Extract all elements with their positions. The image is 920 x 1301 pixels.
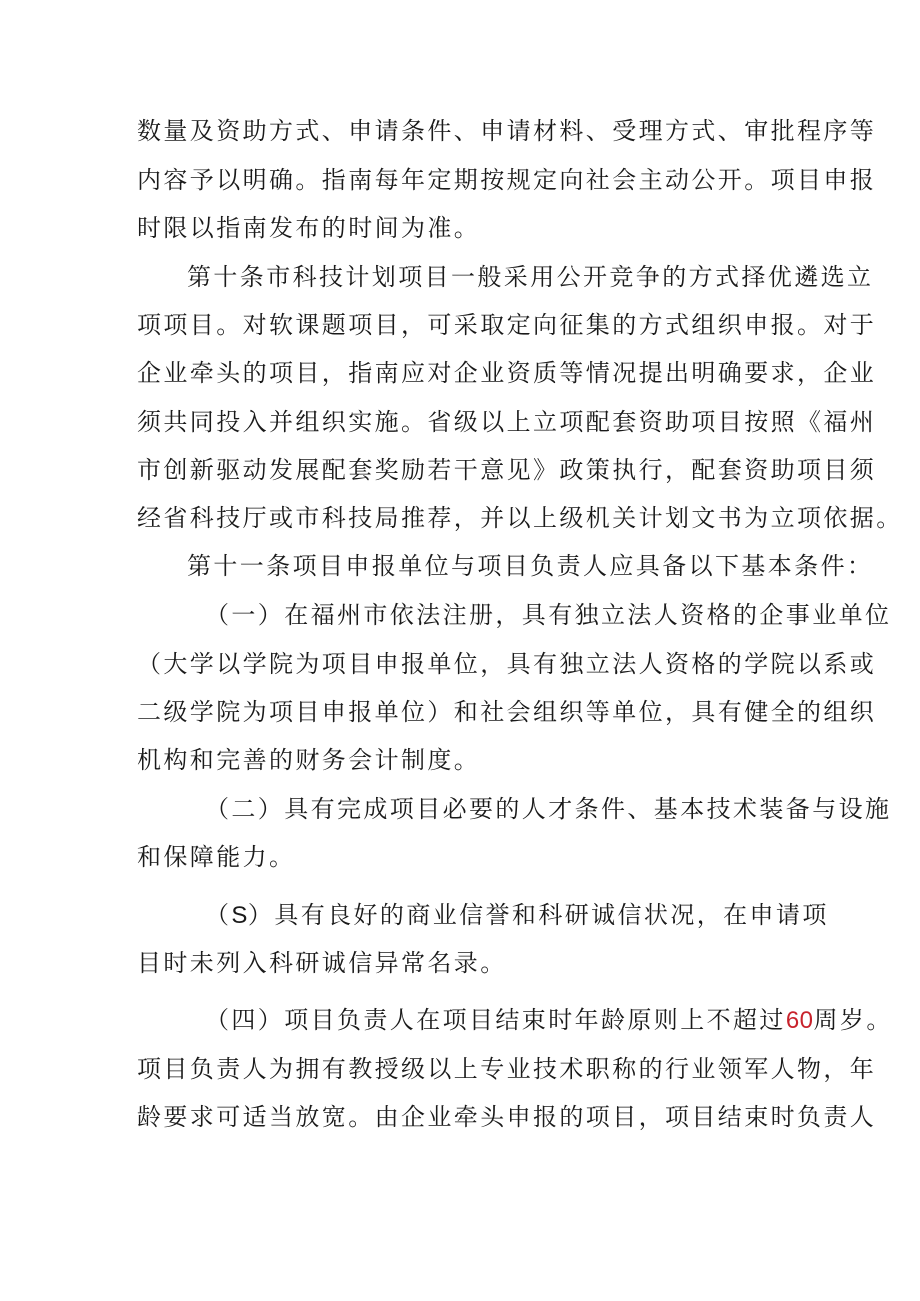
age-limit-value: 60 [785,1007,814,1034]
text-line: 企业牵头的项目，指南应对企业资质等情况提出明确要求，企业 [137,359,877,387]
text-line: 目时未列入科研诚信异常名录。 [137,949,507,977]
text-line: 龄要求可适当放宽。由企业牵头申报的项目，项目结束时负责人 [137,1103,877,1131]
text-line: 机构和完善的财务会计制度。 [137,746,481,774]
paragraph-article-11-start: 第十一条项目申报单位与项目负责人应具备以下基本条件： [187,552,874,580]
item-three-open-paren: （ [205,901,232,929]
text-line: 和保障能力。 [137,843,296,871]
text-line: 项项目。对软课题项目，可采取定向征集的方式组织申报。对于 [137,311,877,339]
item-four-text-after: 周岁。 [813,1006,893,1034]
text-line: 内容予以明确。指南每年定期按规定向社会主动公开。项目申报 [137,166,877,194]
text-line: 市创新驱动发展配套奖励若干意见》政策执行，配套资助项目须 [137,456,877,484]
text-line: （大学以学院为项目申报单位，具有独立法人资格的学院以系或 [137,650,877,678]
text-line: 数量及资助方式、申请条件、申请材料、受理方式、审批程序等 [137,117,877,145]
item-four-text-before: （四）项目负责人在项目结束时年龄原则上不超过 [205,1006,786,1034]
text-line: 时限以指南发布的时间为准。 [137,214,481,242]
text-line: 项目负责人为拥有教授级以上专业技术职称的行业领军人物，年 [137,1055,877,1083]
paragraph-article-10-start: 第十条市科技计划项目一般采用公开竞争的方式择优遴选立 [187,263,874,291]
text-line: 二级学院为项目申报单位）和社会组织等单位，具有健全的组织 [137,698,877,726]
item-two-start: （二）具有完成项目必要的人才条件、基本技术装备与设施 [205,795,892,823]
item-four-start [205,1004,893,1036]
item-three-text: ）具有良好的商业信誉和科研诚信状况，在申请项 [247,901,829,929]
item-three-start [205,899,865,931]
text-line: 经省科技厅或市科技局推荐，并以上级机关计划文书为立项依据。 [137,504,903,532]
item-one-start: （一）在福州市依法注册，具有独立法人资格的企事业单位 [205,601,892,629]
item-three-marker: S [231,902,248,929]
text-line: 须共同投入并组织实施。省级以上立项配套资助项目按照《福州 [137,408,877,436]
